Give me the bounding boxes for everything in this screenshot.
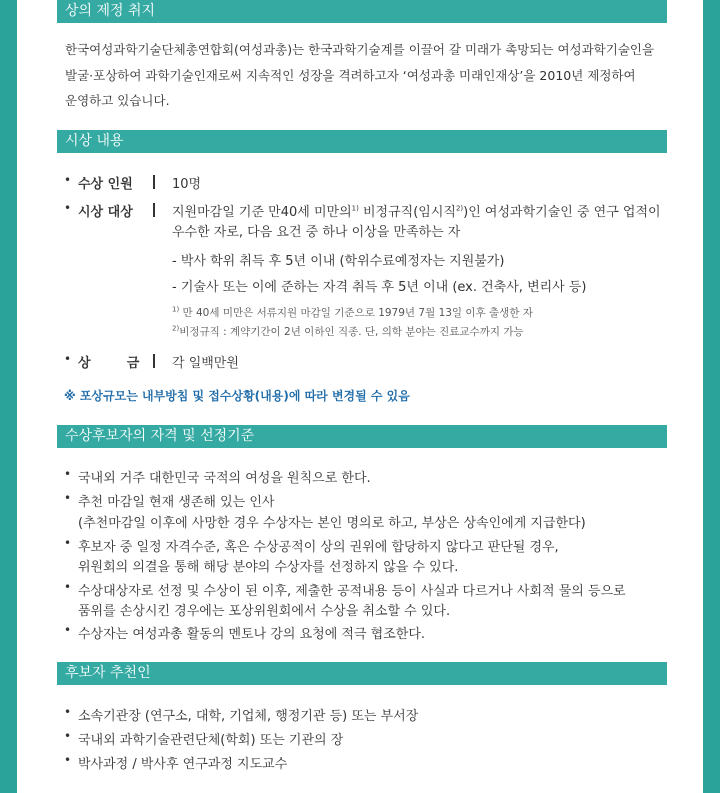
target-text: 비정규직(임시직 <box>358 205 456 220</box>
bullet: • <box>64 623 72 637</box>
separator <box>153 203 155 217</box>
footnote-mark: 1) <box>172 305 180 314</box>
notice-text: ※ 포상규모는 내부방침 및 접수상황(내용)에 따라 변경될 수 있음 <box>64 389 410 403</box>
bullet: • <box>64 173 72 187</box>
page <box>17 0 703 793</box>
count-label: 수상 인원 <box>78 177 133 192</box>
recommender-item: 박사과정 / 박사후 연구과정 지도교수 <box>78 757 288 772</box>
section-heading-criteria <box>57 425 667 448</box>
separator <box>153 175 155 189</box>
bullet: • <box>64 491 72 505</box>
prize-value: 각 일백만원 <box>172 356 239 371</box>
purpose-paragraph <box>65 37 675 114</box>
bullet: • <box>64 705 72 719</box>
bullet: • <box>64 753 72 767</box>
footnote-mark: 2) <box>172 324 180 333</box>
footnote-mark: 2) <box>455 204 464 213</box>
section-heading-purpose <box>57 0 667 23</box>
footnote-mark: 1) <box>351 204 359 213</box>
criteria-item: 후보자 중 일정 자격수준, 혹은 수상공적이 상의 권위에 합당하지 않다고 판단될 경우, <box>78 540 559 555</box>
criteria-item: 수상대상자로 선정 및 수상이 된 이후, 제출한 공적내용 등이 사실과 다르거나 사회적 물의 등으로 <box>78 584 626 599</box>
recommender-item: 국내외 과학기술관련단체(학회) 또는 기관의 장 <box>78 733 344 748</box>
count-value: 10명 <box>172 177 202 192</box>
footnote-1 <box>172 305 533 320</box>
target-line-2: 우수한 자로, 다음 요건 중 하나 이상을 만족하는 자 <box>172 225 461 240</box>
criteria-item: 국내외 거주 대한민국 국적의 여성을 원칙으로 한다. <box>78 471 371 486</box>
footnote-text: 만 40세 미만은 서류지원 마감일 기준으로 1979년 7월 13일 이후 출생한 자 <box>179 307 533 319</box>
target-line-1 <box>172 201 661 220</box>
bullet: • <box>64 352 72 366</box>
target-text: )인 여성과학기술인 중 연구 업적이 <box>463 205 661 220</box>
purpose-line: 한국여성과학기술단체총연합회(여성과총)는 한국과학기술계를 이끌어 갈 미래가 촉망되는 여성과학기술인을 <box>65 42 655 57</box>
bullet: • <box>64 467 72 481</box>
section-heading-text: 시상 내용 <box>65 133 124 149</box>
section-heading-text: 후보자 추천인 <box>65 665 151 681</box>
bullet: • <box>64 536 72 550</box>
requirement-1: - 박사 학위 취득 후 5년 이내 (학위수료예정자는 지원불가) <box>172 254 505 269</box>
criteria-item: 수상자는 여성과총 활동의 멘토나 강의 요청에 적극 협조한다. <box>78 627 426 642</box>
criteria-item-cont: 품위를 손상시킨 경우에는 포상위원회에서 수상을 취소할 수 있다. <box>78 604 451 619</box>
footnote-2 <box>172 324 524 339</box>
section-heading-text: 상의 제정 취지 <box>65 3 156 19</box>
prize-label: 상 금 <box>78 356 140 371</box>
criteria-item-cont: 위원회의 의결을 통해 해당 분야의 수상자를 선정하지 않을 수 있다. <box>78 560 459 575</box>
target-label: 시상 대상 <box>78 205 133 220</box>
bullet: • <box>64 580 72 594</box>
section-heading-content <box>57 130 667 153</box>
footnote-text: 비정규직 : 계약기간이 2년 이하인 직종. 단, 의학 분야는 진료교수까지 가능 <box>179 326 524 338</box>
bullet: • <box>64 729 72 743</box>
criteria-item: 추천 마감일 현재 생존해 있는 인사 <box>78 495 275 510</box>
recommender-item: 소속기관장 (연구소, 대학, 기업체, 행정기관 등) 또는 부서장 <box>78 709 419 724</box>
section-heading-recommender <box>57 662 667 685</box>
purpose-line: 발굴·포상하여 과학기술인재로써 지속적인 성장을 격려하고자 ‘여성과총 미래인재상’을 2010년 제정하여 <box>65 67 636 83</box>
target-text: 지원마감일 기준 만40세 미만의 <box>172 205 352 220</box>
purpose-line: 운영하고 있습니다. <box>65 93 170 108</box>
criteria-item-cont: (추천마감일 이후에 사망한 경우 수상자는 본인 명의로 하고, 부상은 상속인에게 지급한다) <box>78 516 586 531</box>
requirement-2: - 기술사 또는 이에 준하는 자격 취득 후 5년 이내 (ex. 건축사, 변리사 등) <box>172 280 587 295</box>
bullet: • <box>64 201 72 215</box>
section-heading-text: 수상후보자의 자격 및 선정기준 <box>65 428 255 444</box>
separator <box>153 354 155 368</box>
